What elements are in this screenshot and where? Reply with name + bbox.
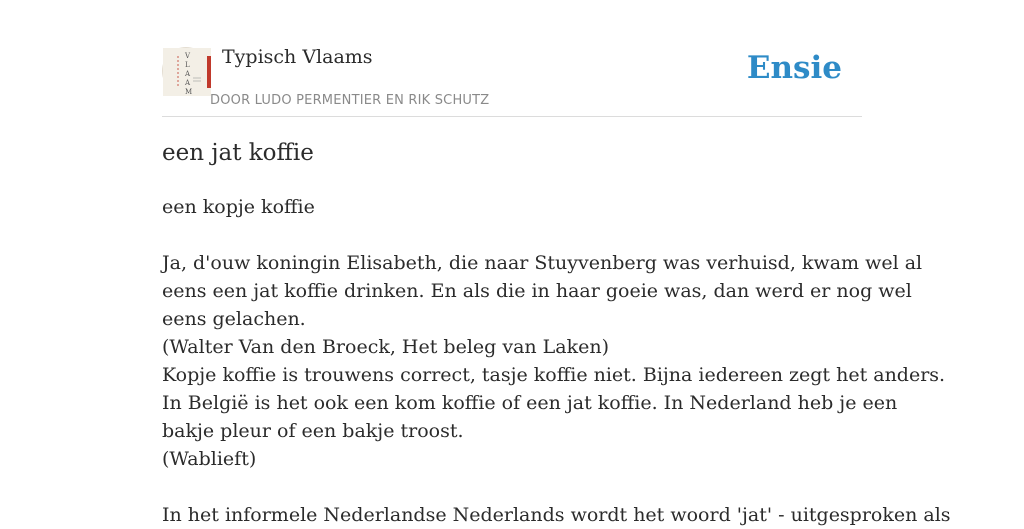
svg-text:V: V (185, 52, 191, 60)
body-line: Kopje koffie is trouwens correct, tasje koffie niet. Bijna iedereen zegt het anders. (162, 364, 946, 386)
entry-body (162, 249, 951, 529)
entry-title: een jat koffie (162, 140, 314, 166)
book-title[interactable]: Typisch Vlaams (222, 46, 373, 68)
body-line: eens gelachen. (162, 308, 306, 330)
body-line: eens een jat koffie drinken. En als die in haar goeie was, dan werd er nog wel (162, 280, 912, 302)
book-authors: DOOR LUDO PERMENTIER EN RIK SCHUTZ (210, 93, 490, 108)
svg-text:A: A (185, 70, 191, 78)
book-header (162, 0, 862, 117)
svg-text:A: A (185, 79, 191, 87)
body-line: In het informele Nederlandse Nederlands wordt het woord 'jat' - uitgesproken als (162, 504, 951, 526)
svg-text:L: L (185, 61, 190, 69)
entry-definition: een kopje koffie (162, 196, 315, 218)
body-line: bakje pleur of een bakje troost. (162, 420, 464, 442)
page-container (162, 0, 951, 526)
citation-line: (Wablieft) (162, 448, 257, 470)
book-cover-icon[interactable] (162, 47, 210, 95)
citation-line: (Walter Van den Broeck, Het beleg van Laken) (162, 336, 610, 358)
body-line: Ja, d'ouw koningin Elisabeth, die naar Stuyvenberg was verhuisd, kwam wel al (162, 252, 923, 274)
brand-logo[interactable]: Ensie (746, 50, 842, 86)
paragraph-gap (162, 473, 862, 501)
body-line: In België is het ook een kom koffie of een jat koffie. In Nederland heb je een (162, 392, 898, 414)
svg-text:M: M (185, 88, 193, 96)
